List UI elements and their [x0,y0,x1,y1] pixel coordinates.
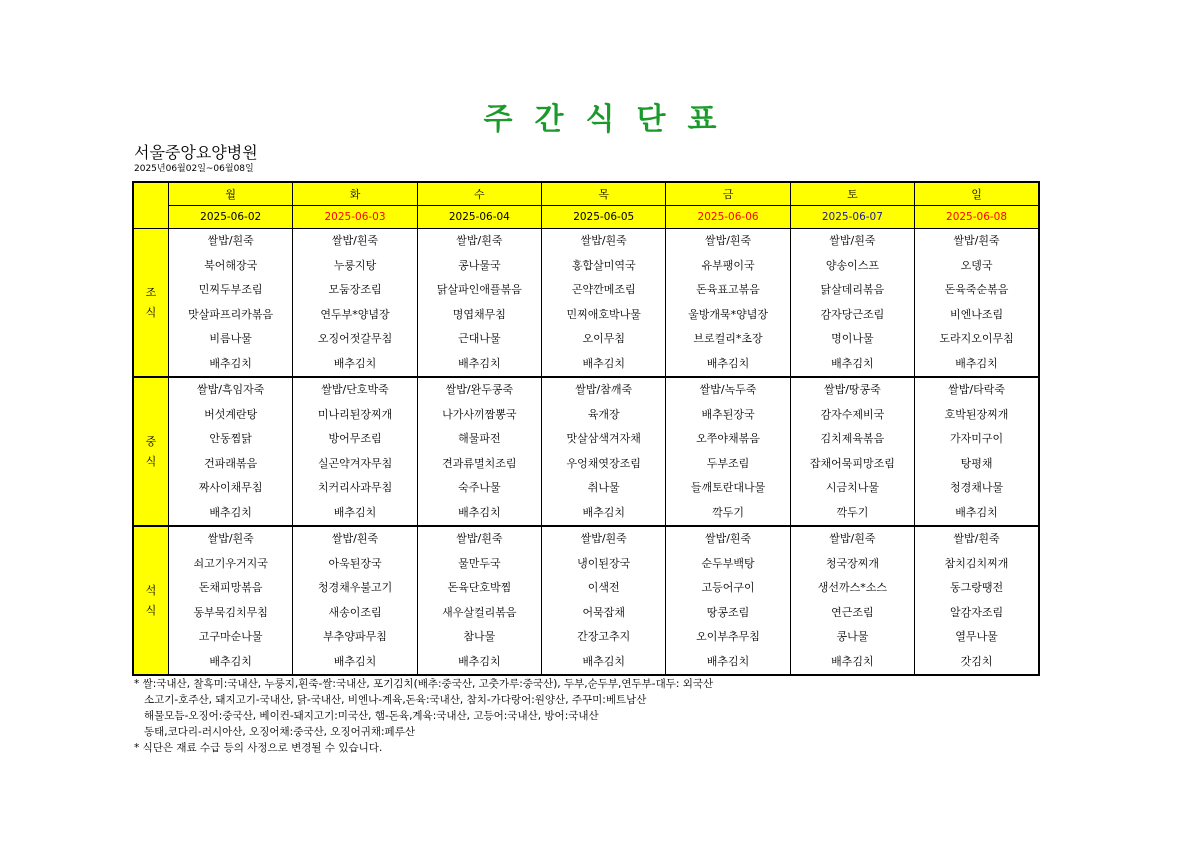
page-title: 주간식단표 [483,102,739,137]
menu-item: 쌀밥/흰죽 [331,234,379,247]
menu-item: 호박된장찌개 [944,407,1009,421]
meal-label-char: 식 [145,603,157,617]
menu-cell [169,526,293,675]
menu-cell [666,377,790,526]
menu-item: 쌀밥/타락죽 [948,383,1005,396]
menu-item: 곤약깐메조림 [571,283,636,296]
menu-item: 참나물 [463,630,496,643]
menu-item: 육개장 [587,407,620,421]
weekly-menu-table [132,181,1040,676]
menu-item: 나가사끼짬뽕국 [442,407,517,421]
menu-item: 연두부*양념장 [320,307,390,321]
menu-item: 배추김치 [458,356,501,370]
menu-item: 고구마순나물 [198,630,263,643]
menu-item: 깍두기 [712,505,744,519]
meal-label-lunch [133,377,169,526]
menu-cell [169,229,293,378]
menu-item: 돈육표고볶음 [696,283,760,296]
menu-item: 땅콩조림 [706,605,750,619]
menu-item: 고등어구이 [701,581,755,594]
menu-item: 명이나물 [831,332,874,345]
menu-item: 참치김치찌개 [944,556,1009,570]
menu-item: 쌀밥/흰죽 [580,532,627,545]
menu-item: 닭살파인애플볶음 [436,283,522,296]
menu-item: 근대나물 [458,332,501,345]
menu-item: 쌀밥/흰죽 [704,532,752,545]
menu-item: 배추김치 [582,356,625,370]
menu-item: 동그랑땡전 [949,581,1004,594]
day-header: 목 [542,182,666,206]
day-header: 토 [790,182,914,206]
menu-item: 누룽지탕 [333,258,377,272]
menu-cell [417,377,541,526]
menu-item: 배추김치 [209,356,252,370]
menu-cell [915,526,1039,675]
meal-row-breakfast [133,229,1039,378]
menu-cell [915,377,1039,526]
day-header: 월 [169,182,293,206]
note-line: 동태,코다리-러시아산, 오징어채:중국산, 오징어귀채:페루산 [144,726,415,738]
menu-item: 치커리사과무침 [317,481,393,494]
menu-item: 견과류멸치조림 [442,456,517,470]
menu-item: 배추김치 [209,654,252,668]
menu-item: 돈육단호박찜 [447,581,512,594]
date-header: 2025-06-03 [293,206,417,229]
menu-item: 쌀밥/흑임자죽 [196,383,265,396]
menu-item: 청국장찌개 [825,556,879,570]
menu-cell [542,377,666,526]
menu-item: 배추김치 [955,356,998,370]
menu-item: 잡채어묵피망조림 [809,456,895,470]
menu-item: 쌀밥/단호박죽 [321,383,389,396]
menu-item: 오이부추무침 [696,630,760,643]
corner-cell [133,182,169,229]
menu-item: 오쭈야채볶음 [696,432,760,445]
menu-item: 안동찜닭 [209,432,252,445]
menu-cell [293,377,417,526]
menu-cell [293,526,417,675]
meal-label-char: 석 [145,583,157,597]
menu-item: 배추김치 [333,505,377,519]
date-header: 2025-06-07 [790,206,914,229]
note-line: * 식단은 재료 수급 등의 사정으로 변경될 수 있습니다. [134,742,383,754]
menu-item: 닭살데리볶음 [820,283,885,296]
menu-cell [666,526,790,675]
menu-item: 취나물 [587,481,620,494]
menu-item: 맛살삼색겨자채 [566,432,641,445]
menu-item: 청경채나물 [949,481,1004,494]
menu-item: 돈채피망볶음 [198,581,263,594]
date-header: 2025-06-06 [666,206,790,229]
menu-item: 배추김치 [333,356,377,370]
menu-item: 도라지오이무침 [939,332,1014,345]
menu-item: 쌀밥/흰죽 [207,532,254,545]
menu-item: 탕평채 [960,456,993,470]
menu-item: 쌀밥/흰죽 [331,532,379,545]
menu-item: 갓김치 [960,654,993,668]
menu-item: 콩나물국 [458,258,501,272]
menu-item: 간장고추지 [577,630,631,643]
menu-item: 방어무조림 [328,432,382,445]
menu-item: 감자당근조림 [820,307,885,321]
menu-item: 쌀밥/흰죽 [207,234,254,247]
menu-item: 쌀밥/흰죽 [953,234,1000,247]
menu-item: 쌀밥/흰죽 [953,532,1000,545]
menu-item: 돈육죽순볶음 [944,283,1009,296]
menu-item: 새송이조림 [328,605,382,619]
menu-item: 맛살파프리카볶음 [188,307,274,321]
menu-item: 미나리된장찌개 [317,407,393,421]
menu-item: 건파래볶음 [204,456,258,470]
date-header: 2025-06-05 [542,206,666,229]
menu-item: 시금치나물 [825,481,879,494]
menu-item: 청경채우불고기 [317,581,393,594]
meal-label-char: 식 [145,305,157,319]
menu-item: 쇠고기우거지국 [193,556,268,570]
menu-period: 2025년06월02일~06월08일 [134,164,254,174]
meal-label-char: 식 [145,454,157,468]
menu-item: 쌀밥/흰죽 [704,234,752,247]
menu-item: 배추김치 [582,505,625,519]
menu-item: 새우살컬리볶음 [442,605,517,619]
day-header: 일 [915,182,1039,206]
menu-item: 민찌애호박나물 [566,307,641,321]
menu-item: 배추김치 [458,505,501,519]
menu-item: 쌀밥/흰죽 [829,234,876,247]
menu-item: 브로컬리*초장 [693,332,763,345]
note-line: 해물모듬-오징어:중국산, 베이컨-돼지고기:미국산, 햄-돈육,계육:국내산, 고등어:국내산, 방어:국내산 [144,710,599,722]
menu-item: 들깨토란대나물 [690,481,766,494]
menu-item: 오뎅국 [960,258,993,272]
menu-item: 배추김치 [209,505,252,519]
menu-item: 오이무침 [582,332,625,345]
menu-item: 쌀밥/완두콩죽 [445,383,514,396]
menu-item: 배추김치 [831,654,874,668]
menu-item: 쌀밥/참깨죽 [575,383,633,396]
meal-row-dinner [133,526,1039,675]
menu-item: 울방개묵*양념장 [688,307,768,321]
menu-cell [542,526,666,675]
menu-item: 북어해장국 [204,258,258,272]
day-header: 금 [666,182,790,206]
menu-item: 배추된장국 [701,407,755,421]
menu-item: 우엉채엿장조림 [566,456,641,470]
day-header: 화 [293,182,417,206]
note-line: 소고기-호주산, 돼지고기-국내산, 닭-국내산, 비엔나-계육,돈육:국내산, 참치-가다랑어:원양산, 주꾸미:베트남산 [144,694,647,706]
menu-item: 오징어젓갈무침 [317,332,393,345]
origin-notes [134,676,713,756]
menu-item: 깍두기 [836,505,869,519]
menu-cell [293,229,417,378]
menu-item: 해물파전 [458,432,501,445]
menu-cell [169,377,293,526]
menu-item: 배추김치 [706,654,750,668]
menu-item: 알감자조림 [949,605,1004,619]
menu-item: 배추김치 [582,654,625,668]
menu-item: 쌀밥/땅콩죽 [823,383,881,396]
menu-item: 배추김치 [831,356,874,370]
menu-cell [790,526,914,675]
date-header: 2025-06-04 [417,206,541,229]
menu-item: 양송이스프 [825,258,879,272]
meal-label-dinner [133,526,169,675]
note-line: * 쌀:국내산, 찰흑미:국내산, 누룽지,흰죽-쌀:국내산, 포기김치(배추:중국산, 고춧가루:중국산), 두부,순두부,연두부-대두: 외국산 [134,678,714,690]
menu-item: 배추김치 [955,505,998,519]
meal-label-char: 조 [145,285,157,299]
day-header: 수 [417,182,541,206]
menu-item: 홍합살미역국 [571,258,636,272]
menu-item: 민찌두부조림 [198,283,263,296]
menu-item: 쌀밥/흰죽 [580,234,627,247]
menu-item: 동부묵김치무침 [193,605,268,619]
menu-item: 부추양파무침 [323,630,387,643]
menu-cell [915,229,1039,378]
menu-item: 물만두국 [458,556,501,570]
menu-item: 콩나물 [836,630,869,643]
menu-item: 김치제육볶음 [820,432,885,445]
menu-item: 가자미구이 [949,432,1004,445]
menu-cell [790,377,914,526]
menu-item: 명엽채무침 [452,307,506,321]
menu-item: 짜사이채무침 [198,481,263,494]
menu-item: 아욱된장국 [328,556,382,570]
menu-item: 감자수제비국 [820,407,885,421]
menu-item: 어묵잡채 [582,605,625,619]
menu-item: 쌀밥/흰죽 [456,234,503,247]
date-header: 2025-06-02 [169,206,293,229]
menu-item: 숙주나물 [458,481,501,494]
menu-cell [790,229,914,378]
menu-item: 생선까스*소스 [817,581,888,594]
menu-item: 열무나물 [955,630,998,643]
menu-item: 실곤약겨자무침 [317,456,393,470]
menu-item: 버섯계란탕 [204,407,258,421]
menu-cell [417,526,541,675]
menu-item: 이색전 [587,581,620,594]
menu-item: 순두부백탕 [701,556,755,570]
menu-item: 냉이된장국 [577,556,631,570]
menu-item: 비엔나조림 [949,307,1004,321]
date-header: 2025-06-08 [915,206,1039,229]
menu-item: 모둠장조림 [328,283,382,296]
menu-item: 쌀밥/흰죽 [456,532,503,545]
meal-row-lunch [133,377,1039,526]
menu-item: 배추김치 [706,356,750,370]
menu-item: 유부팽이국 [701,258,755,272]
date-header-row [133,206,1039,229]
menu-cell [417,229,541,378]
day-header-row [133,182,1039,206]
menu-item: 비름나물 [209,332,252,345]
menu-item: 배추김치 [458,654,501,668]
meal-label-char: 중 [145,434,157,448]
meal-label-breakfast [133,229,169,378]
menu-cell [542,229,666,378]
menu-item: 쌀밥/흰죽 [829,532,876,545]
menu-item: 연근조림 [831,605,874,619]
menu-cell [666,229,790,378]
menu-item: 쌀밥/녹두죽 [699,383,757,396]
menu-item: 배추김치 [333,654,377,668]
menu-item: 두부조림 [706,456,750,470]
hospital-name: 서울중앙요양병원 [134,143,258,162]
